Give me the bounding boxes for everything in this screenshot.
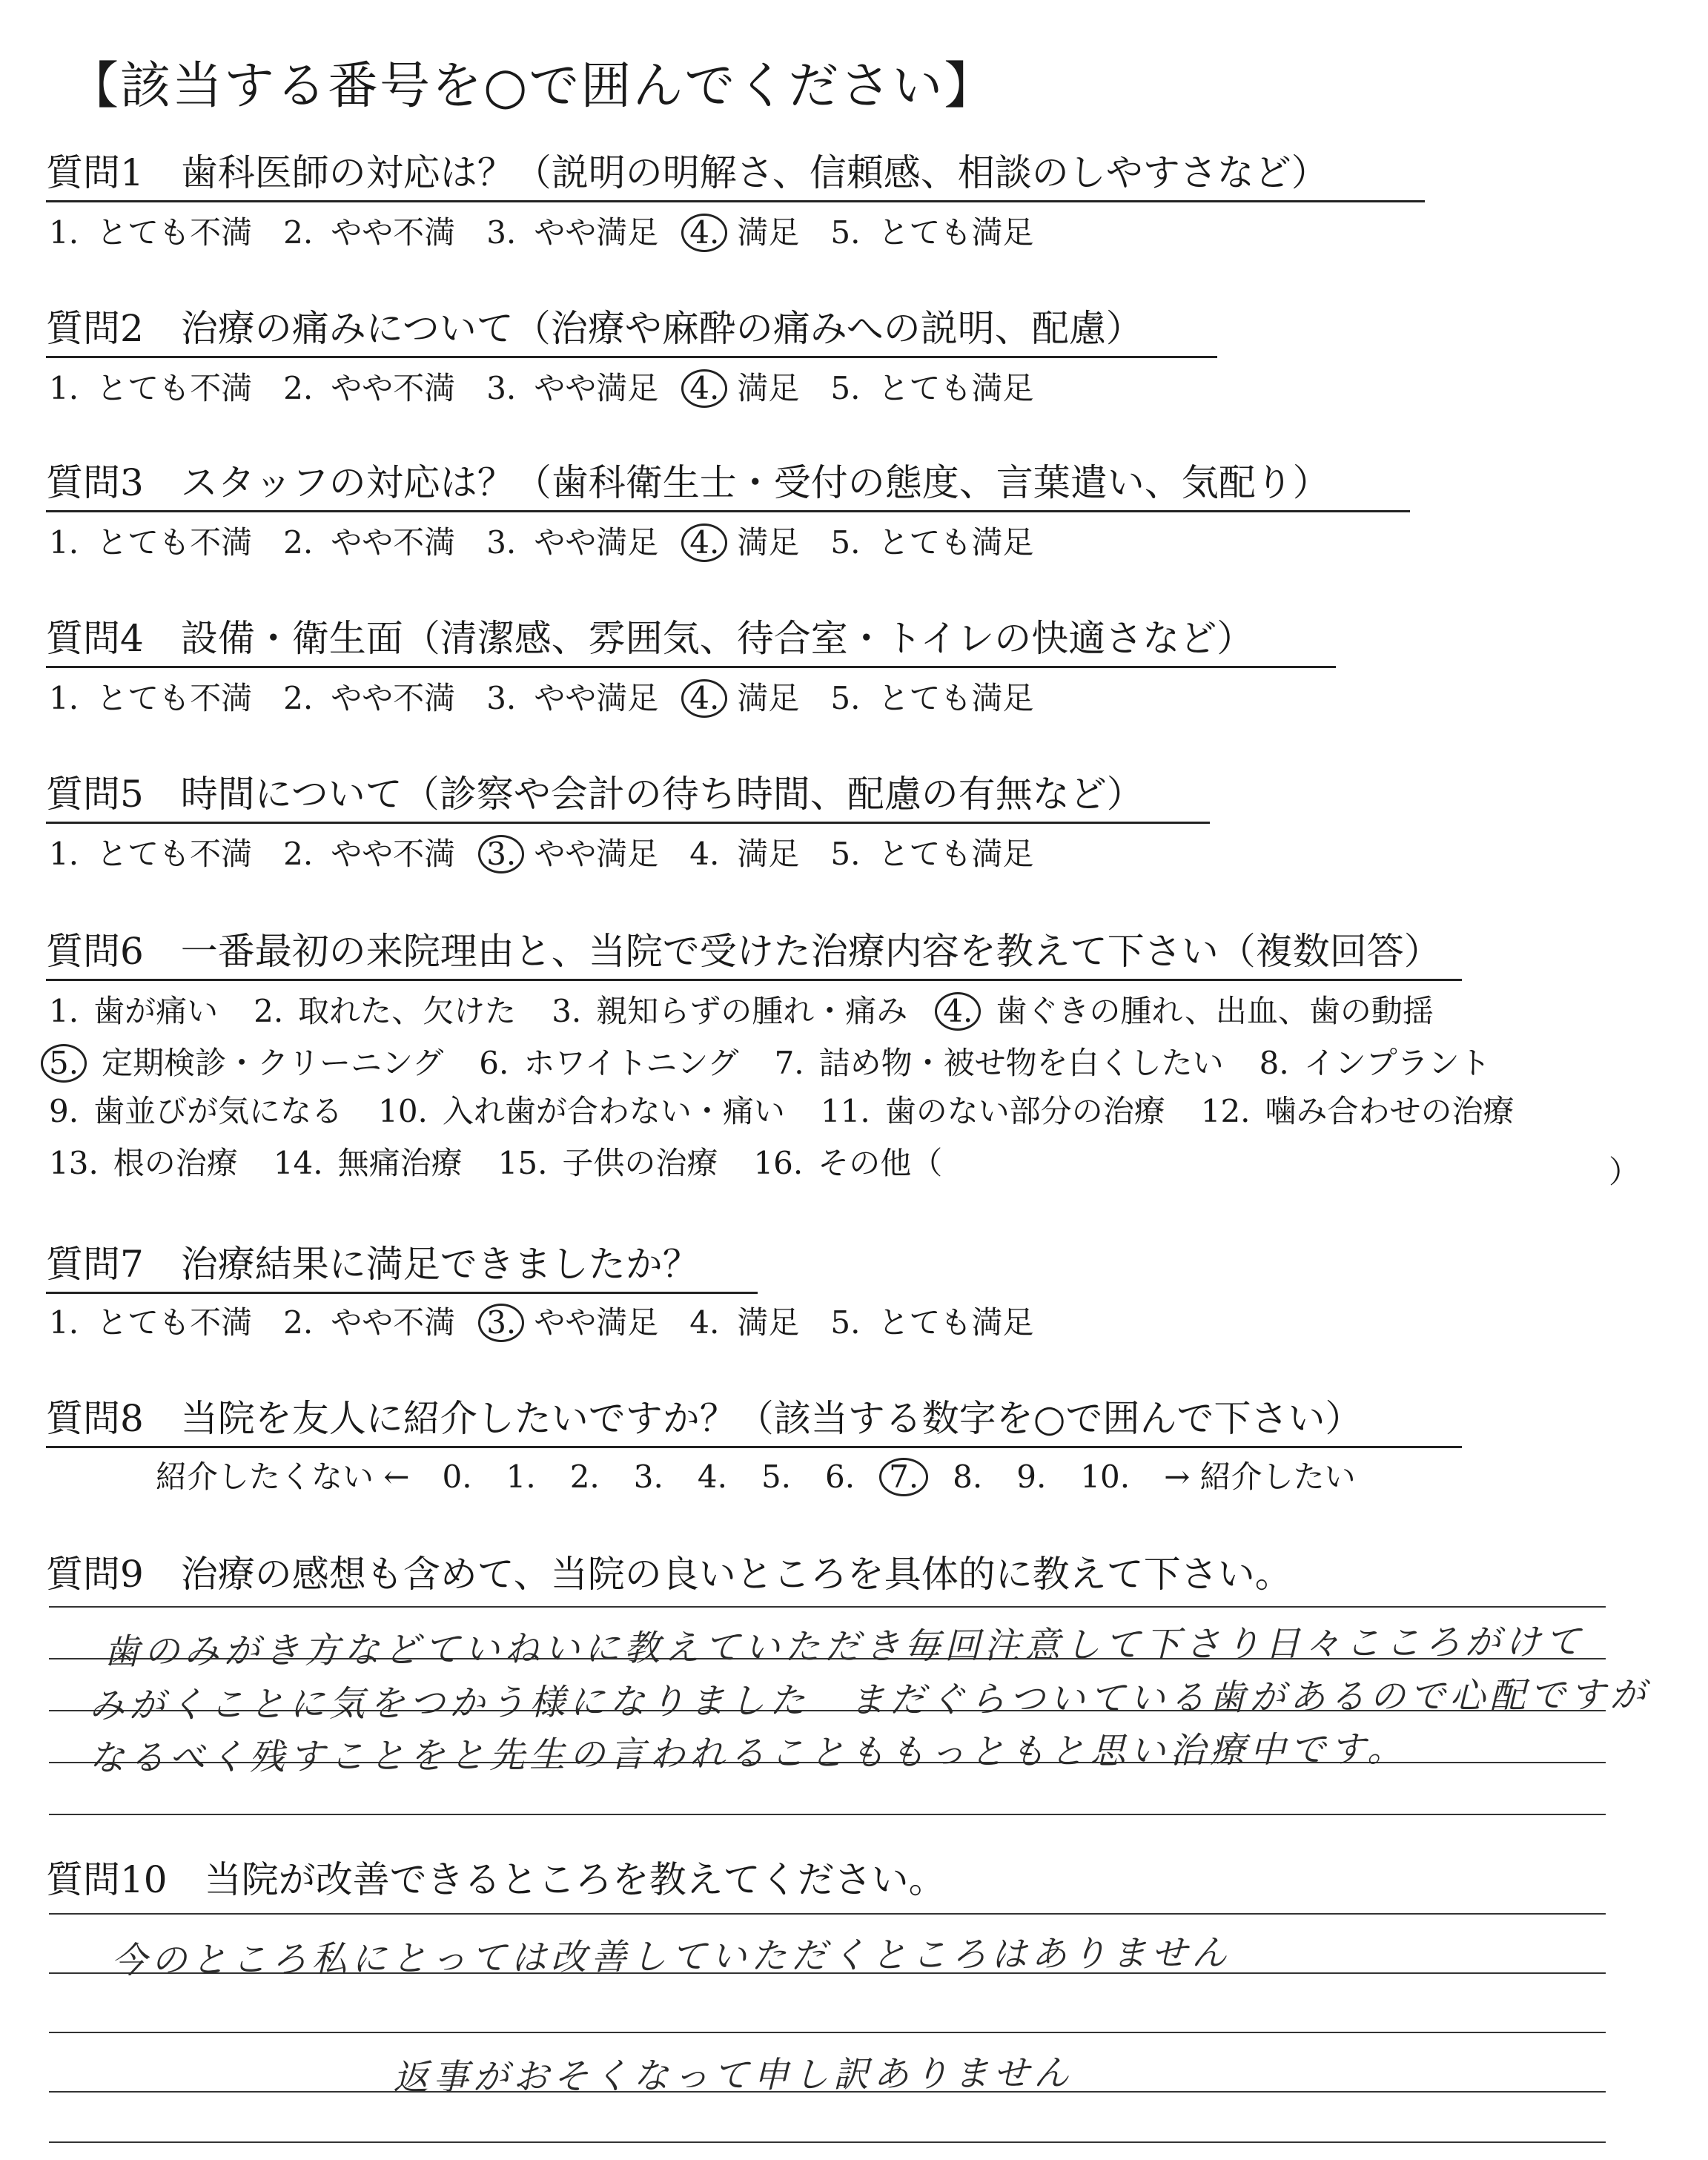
q10-answer-line-1: 今のところ私にとっては改善していただくところはありません [110,1932,1232,1982]
q6-title: 質問6 一番最初の来院理由と、当院で受けた治療内容を教えて下さい（複数回答） [46,930,1441,973]
q8-left-label: 紹介したくない ← [156,1459,410,1495]
option-number: 12. [1200,1093,1251,1129]
option-3-selected[interactable] [486,1304,658,1342]
option-number: 1. [49,214,79,251]
option-label: 満足 [737,370,800,406]
option-number: 13. [49,1145,99,1181]
option-label: とても満足 [878,680,1034,716]
option-label: とても不満 [96,836,253,872]
option-label: 満足 [737,836,800,872]
option-number: 4. [681,524,727,562]
q8-scale-3[interactable]: 3. [633,1459,663,1495]
option-number: 14. [273,1145,323,1181]
q8-scale-7-selected[interactable]: 7. [879,1458,928,1496]
option-1[interactable] [49,680,253,716]
q10-rule-5 [49,2141,1606,2143]
option-label: 入れ歯が合わない・痛い [442,1093,785,1129]
option-number: 9. [49,1093,79,1129]
option-number: 1. [49,524,79,561]
option-label: やや不満 [331,214,456,251]
option-4-selected[interactable] [689,679,799,718]
q1-title: 質問1 歯科医師の対応は？（説明の明解さ、信頼感、相談のしやすさなど） [46,151,1328,194]
option-number: 3. [486,524,517,561]
option-number: 5. [830,214,861,251]
q9-answer-line-3: なるべく残すことをと先生の言われることももっともと思い治療中です。 [88,1728,1408,1780]
option-label: 無痛治療 [337,1145,463,1181]
option-label: やや不満 [331,680,456,716]
option-label: 満足 [737,1304,800,1341]
q7-title: 質問7 治療結果に満足できましたか？ [46,1243,700,1286]
option-1[interactable] [49,993,219,1029]
q3-underline [46,510,1410,512]
option-label: とても不満 [96,370,253,406]
q8-underline [46,1446,1462,1448]
q9-answer-line-2: みがくことに気をつかう様になりました まだぐらついている歯があるので心配ですが [88,1674,1650,1727]
q8-scale-4[interactable]: 4. [697,1459,727,1495]
q10-rule-1 [49,1913,1606,1915]
q8-scale-5[interactable]: 5. [761,1459,792,1495]
option-number: 2. [283,214,314,251]
option-number: 3. [478,835,524,873]
q8-scale-1[interactable]: 1. [506,1459,536,1495]
option-number: 16. [753,1145,804,1181]
q5-title: 質問5 時間について（診察や会計の待ち時間、配慮の有無など） [46,773,1144,816]
option-number: 7. [774,1045,804,1081]
q2-title: 質問2 治療の痛みについて（治療や麻酔の痛みへの説明、配慮） [46,307,1143,350]
q8-right-label: → 紹介したい [1164,1459,1356,1495]
option-14[interactable] [273,1145,463,1181]
option-number: 3. [478,1304,524,1342]
option-number: 2. [254,993,284,1029]
option-number: 8. [1259,1045,1289,1081]
q10-title: 質問10 当院が改善できるところを教えてください。 [46,1858,946,1901]
option-4-selected[interactable] [689,214,799,252]
option-label: やや満足 [534,836,659,872]
q4-title: 質問4 設備・衛生面（清潔感、雰囲気、待合室・トイレの快適さなど） [46,617,1254,660]
option-label: とても満足 [878,214,1034,251]
option-label: 親知らずの腫れ・痛み [596,993,908,1029]
option-1[interactable] [49,524,253,561]
option-3-selected[interactable] [486,835,658,873]
option-label: やや満足 [534,524,659,561]
option-4-selected[interactable] [689,524,799,562]
q5-options [49,835,1065,873]
q8-scale-9[interactable]: 9. [1016,1459,1047,1495]
option-label: 取れた、欠けた [298,993,517,1029]
option-4-selected[interactable] [943,992,1434,1031]
q8-scale-0[interactable]: 0. [442,1459,472,1495]
option-number: 5. [830,680,861,716]
option-number: 1. [49,1304,79,1341]
q1-options [49,214,1065,252]
option-label: やや不満 [331,836,456,872]
q8-title: 質問8 当院を友人に紹介したいですか？（該当する数字を○で囲んで下さい） [46,1397,1363,1440]
option-label: 子供の治療 [562,1145,718,1181]
option-label: やや不満 [331,370,456,406]
option-label: インプラント [1303,1045,1491,1081]
q6-underline [46,979,1462,981]
option-label: やや不満 [331,524,456,561]
q4-underline [46,666,1336,668]
option-number: 6. [479,1045,509,1081]
q5-underline [46,822,1210,824]
option-number: 2. [283,1304,314,1341]
q4-options [49,679,1065,718]
q8-scale-8[interactable]: 8. [953,1459,983,1495]
option-5[interactable] [830,680,1034,716]
option-3[interactable] [486,680,659,716]
option-2[interactable] [283,680,456,716]
option-label: とても満足 [878,836,1034,872]
q7-options [49,1304,1065,1342]
option-number: 4. [681,679,727,718]
option-5-selected[interactable] [49,1044,443,1083]
q10-answer-line-2: 返事がおそくなって申し訳ありません [392,2052,1074,2099]
option-5[interactable] [830,524,1034,561]
option-number: 4. [681,369,727,408]
q7-underline [46,1292,758,1294]
form-header: 【該当する番号を○で囲んでください】 [68,57,996,116]
option-label: 歯のない部分の治療 [884,1093,1165,1129]
option-number: 11. [820,1093,870,1129]
q6-row-1 [49,992,1469,1031]
q9-rule-1 [49,1606,1606,1608]
option-number: 5. [830,370,861,406]
option-2[interactable] [283,524,456,561]
option-label: 根の治療 [113,1145,238,1181]
option-number: 3. [552,993,582,1029]
option-number: 5. [830,1304,861,1341]
option-label: 定期検診・クリーニング [102,1045,444,1081]
q8-scale-10[interactable]: 10. [1080,1459,1131,1495]
option-number: 4. [689,1304,720,1341]
option-label: とても満足 [878,524,1034,561]
option-13[interactable] [49,1145,238,1181]
q9-rule-5 [49,1814,1606,1815]
option-number: 4. [689,836,720,872]
option-number: 2. [283,524,314,561]
option-label: 噛み合わせの治療 [1265,1093,1515,1129]
option-number: 5. [830,524,861,561]
option-2[interactable] [283,370,456,406]
q10-rule-3 [49,2032,1606,2033]
option-12[interactable] [1200,1093,1515,1129]
q8-scale-6[interactable]: 6. [825,1459,855,1495]
q2-underline [46,356,1217,358]
option-4-selected[interactable] [689,369,799,408]
option-number: 2. [283,836,314,872]
q6-row-2 [49,1044,1526,1083]
option-4[interactable] [689,836,800,872]
option-number: 3. [486,214,517,251]
option-7[interactable] [774,1045,1224,1081]
option-2[interactable] [283,214,456,251]
option-label: 歯が痛い [93,993,219,1029]
option-label: とても満足 [878,1304,1034,1341]
option-number: 1. [49,993,79,1029]
option-2[interactable] [254,993,517,1029]
q3-options [49,524,1065,562]
option-3[interactable] [486,524,659,561]
option-5[interactable] [830,370,1034,406]
q1-underline [46,200,1425,202]
option-label: やや満足 [534,214,659,251]
option-number: 2. [283,370,314,406]
option-label: 満足 [737,524,800,561]
option-2[interactable] [283,1304,456,1341]
option-11[interactable] [820,1093,1165,1129]
option-6[interactable] [479,1045,739,1081]
option-number: 1. [49,680,79,716]
option-label: ホワイトニング [523,1045,739,1081]
option-16[interactable] [753,1145,943,1181]
option-5[interactable] [830,1304,1034,1341]
q3-title: 質問3 スタッフの対応は？（歯科衛生士・受付の態度、言葉遣い、気配り） [46,461,1330,504]
option-number: 4. [935,992,981,1031]
option-8[interactable] [1259,1045,1491,1081]
option-label: 詰め物・被せ物を白くしたい [818,1045,1224,1081]
option-label: その他（ [818,1145,943,1181]
option-label: やや不満 [331,1304,456,1341]
q8-scale [156,1458,1356,1496]
option-label: 歯ぐきの腫れ、出血、歯の動揺 [996,993,1434,1029]
option-3[interactable] [486,370,659,406]
option-2[interactable] [283,836,456,872]
option-number: 1. [49,370,79,406]
option-label: やや満足 [534,680,659,716]
option-number: 5. [830,836,861,872]
option-label: とても不満 [96,1304,253,1341]
option-10[interactable] [378,1093,785,1129]
option-label: 満足 [737,680,800,716]
option-4[interactable] [689,1304,800,1341]
q2-options [49,369,1065,408]
option-1[interactable] [49,836,253,872]
option-number: 3. [486,680,517,716]
option-number: 4. [681,214,727,252]
option-number: 15. [497,1145,548,1181]
option-label: やや満足 [534,370,659,406]
option-9[interactable] [49,1093,343,1129]
option-number: 1. [49,836,79,872]
option-1[interactable] [49,214,253,251]
option-number: 5. [41,1044,87,1083]
option-number: 3. [486,370,517,406]
q9-answer-line-1: 歯のみがき方などていねいに教えていただき毎回注意して下さり日々こころがけて [103,1621,1586,1673]
option-5[interactable] [830,836,1034,872]
option-label: とても不満 [96,524,253,561]
q6-row-3 [49,1093,1550,1129]
option-1[interactable] [49,370,253,406]
q6-close-paren: ） [1609,1154,1641,1190]
q8-scale-2[interactable]: 2. [569,1459,600,1495]
option-3[interactable] [486,214,659,251]
option-3[interactable] [552,993,908,1029]
option-label: 歯並びが気になる [93,1093,343,1129]
option-1[interactable] [49,1304,253,1341]
option-label: 満足 [737,214,800,251]
option-label: やや満足 [534,1304,659,1341]
option-label: とても不満 [96,680,253,716]
option-15[interactable] [497,1145,718,1181]
option-number: 10. [378,1093,428,1129]
q9-title: 質問9 治療の感想も含めて、当院の良いところを具体的に教えて下さい。 [46,1553,1292,1596]
option-number: 2. [283,680,314,716]
option-label: とても不満 [96,214,253,251]
option-label: とても満足 [878,370,1034,406]
option-5[interactable] [830,214,1034,251]
q6-row-4 [49,1145,978,1181]
